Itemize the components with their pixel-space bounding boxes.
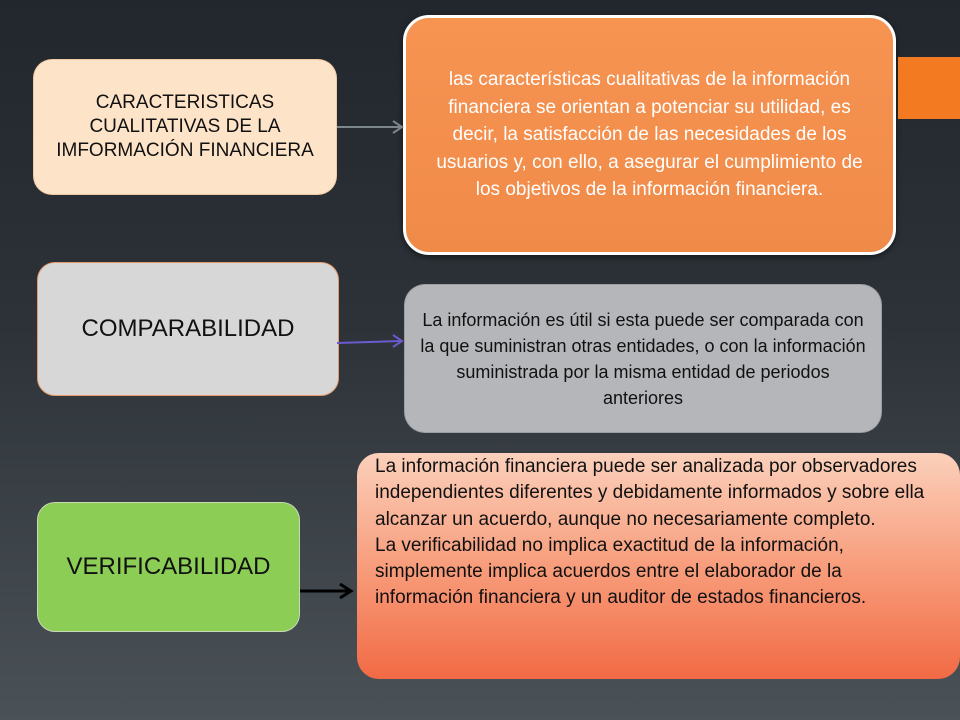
- definicion-text: las características cualitativas de la información financiera se orientan a potenciar su utilidad, es decir, la satisfacción de las necesidades de los usuarios y, con ello, a asegurar el cumplimiento de los objetivos de la información financiera.: [436, 69, 863, 201]
- comparabilidad-label: COMPARABILIDAD: [81, 315, 295, 342]
- caracteristicas-label: CARACTERISTICAS CUALITATIVAS DE LA IMFORMACIÓN FINANCIERA: [56, 92, 314, 161]
- verificabilidad-description-text: La información financiera puede ser analizada por observadores independientes diferentes y debidamente informados y sobre ella alcanzar un acuerdo, aunque no necesariamente completo. La verificabilidad no implica exactitud de la información, simplemente implica acuerdos entre el elaborador de la información financiera y un auditor de estados financieros.: [375, 456, 925, 609]
- comparabilidad-description-text: La información es útil si esta puede ser comparada con la que suministran otras entidades, o con la información suministrada por la misma entidad de periodos anteriores: [420, 309, 866, 408]
- arrow-verificabilidad-to-description: [300, 584, 351, 598]
- verificabilidad-label: VERIFICABILIDAD: [66, 553, 271, 580]
- arrow-comparabilidad-to-description: [337, 335, 402, 347]
- arrow-caracteristicas-to-definicion: [337, 121, 402, 133]
